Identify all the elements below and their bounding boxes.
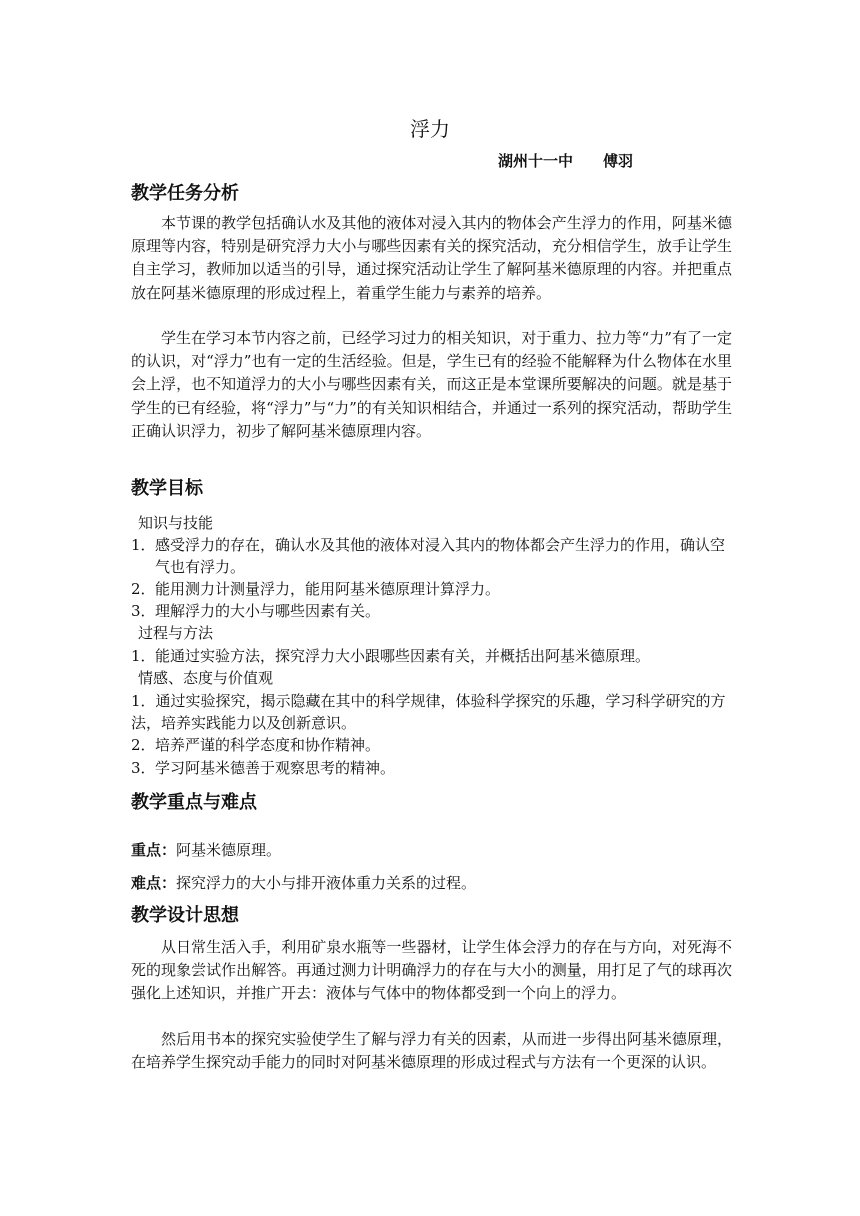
key-point-text: 阿基米德原理。 — [176, 841, 282, 859]
key-point-label: 重点： — [131, 841, 177, 859]
page-title: 浮力 — [410, 117, 450, 141]
item-number: 1． — [131, 536, 156, 554]
task-paragraph-2: 学生在学习本节内容之前，已经学习过力的相关知识，对于重力、拉力等“力”有了一定的认识，对“浮力”也有一定的生活经验。但是，学生已有的经验不能解释为什么物体在水里会上浮，也不知道浮力的大小与哪些因素有关，而这正是本堂课所要解决的问题。就是基于学生的已有经验，将“浮力”与“力”的有关知识相结合，并通过一系列的探究活动，帮助学生正确认识浮力，初步了解阿基米德原理内容。 — [131, 329, 732, 440]
heading-focus: 教学重点与难点 — [131, 792, 257, 813]
design-paragraph-2: 然后用书本的探究实验使学生了解与浮力有关的因素，从而进一步得出阿基米德原理，在培养学生探究动手能力的同时对阿基米德原理的形成过程式与方法有一个更深的认识。 — [131, 1030, 732, 1072]
item-text: 能通过实验方法，探究浮力大小跟哪些因素有关，并概括出阿基米德原理。 — [155, 647, 651, 665]
goal-knowledge-item — [131, 578, 732, 600]
difficult-point — [131, 872, 476, 894]
item-number: 3． — [131, 602, 156, 620]
item-text: 通过实验探究，揭示隐藏在其中的科学规律，体验科学探究的乐趣，学习科学研究的方法，培养实践能力以及创新意识。 — [131, 692, 726, 732]
goal-process-label: 过程与方法 — [138, 624, 214, 642]
item-number: 1． — [131, 647, 156, 665]
goal-emotion-item — [131, 690, 732, 734]
task-paragraph-1: 本节课的教学包括确认水及其他的液体对浸入其内的物体会产生浮力的作用，阿基米德原理等内容，特别是研究浮力大小与哪些因素有关的探究活动，充分相信学生，放手让学生自主学习，教师加以适当的引导，通过探究活动让学生了解阿基米德原理的内容。并把重点放在阿基米德原理的形成过程上，着重学生能力与素养的培养。 — [131, 214, 732, 302]
design-paragraph-1: 从日常生活入手，利用矿泉水瓶等一些器材，让学生体会浮力的存在与方向，对死海不死的现象尝试作出解答。再通过测力计明确浮力的存在与大小的测量，用打足了气的球再次强化上述知识，并推广开去：液体与气体中的物体都受到一个向上的浮力。 — [131, 938, 732, 1003]
heading-task-analysis: 教学任务分析 — [131, 183, 239, 204]
heading-goals: 教学目标 — [131, 478, 203, 499]
goal-knowledge-item — [131, 600, 732, 622]
goal-emotion-item — [131, 734, 732, 756]
goal-process-item — [131, 645, 732, 667]
goal-knowledge-item — [131, 534, 732, 578]
item-text: 能用测力计测量浮力，能用阿基米德原理计算浮力。 — [155, 580, 501, 598]
goal-knowledge-label: 知识与技能 — [138, 514, 214, 532]
key-point — [131, 839, 281, 861]
goal-emotion-label: 情感、态度与价值观 — [138, 669, 274, 687]
item-text: 学习阿基米德善于观察思考的精神。 — [155, 759, 396, 777]
item-number: 2． — [131, 580, 156, 598]
heading-design: 教学设计思想 — [131, 905, 239, 926]
item-number: 3． — [131, 759, 156, 777]
item-number: 2． — [131, 736, 156, 754]
author-line: 湖州十一中 傅羽 — [498, 152, 634, 170]
difficult-point-label: 难点： — [131, 874, 177, 892]
item-text: 感受浮力的存在，确认水及其他的液体对浸入其内的物体都会产生浮力的作用，确认空气也有浮力。 — [155, 536, 726, 576]
item-text: 培养严谨的科学态度和协作精神。 — [155, 736, 381, 754]
item-text: 理解浮力的大小与哪些因素有关。 — [155, 602, 381, 620]
goal-emotion-item — [131, 757, 732, 779]
item-number: 1． — [131, 692, 156, 710]
difficult-point-text: 探究浮力的大小与排开液体重力关系的过程。 — [176, 874, 477, 892]
